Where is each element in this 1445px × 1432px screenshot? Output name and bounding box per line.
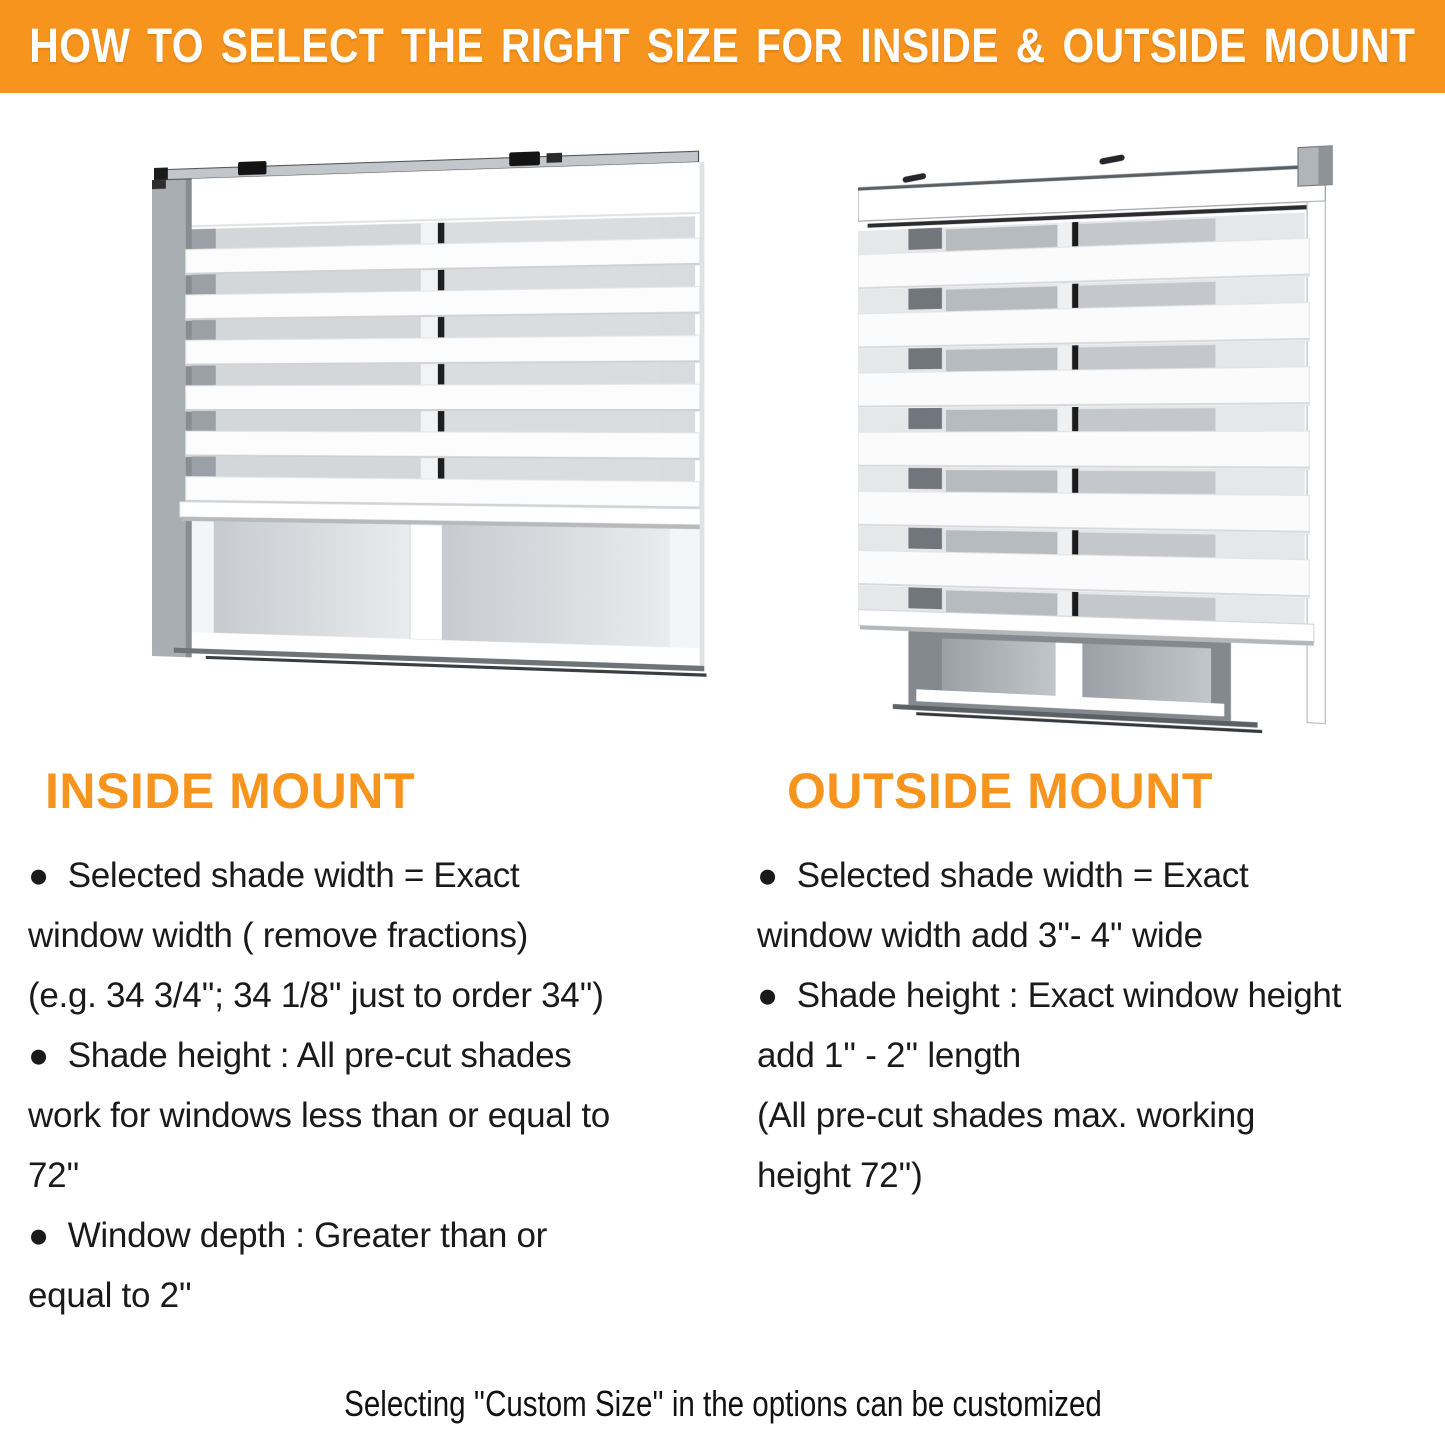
- bullet-line: ● Shade height : Exact window height: [757, 976, 1342, 1015]
- shade-band: [186, 362, 700, 411]
- shade-band: [858, 341, 1309, 408]
- bullet-line: window width ( remove fractions): [28, 916, 529, 955]
- wall-bracket: [1298, 146, 1332, 186]
- header-banner: [0, 0, 1445, 93]
- custom-size-note: Selecting ''Custom Size'' in the options can be customized: [343, 1383, 1102, 1424]
- screw-mark: [902, 173, 926, 183]
- bullet-line: ● Selected shade width = Exact: [757, 856, 1249, 895]
- bullet-line: (All pre-cut shades max. working: [757, 1096, 1256, 1135]
- bullet-line: window width add 3''- 4'' wide: [757, 916, 1203, 955]
- bullet-line: ● Window depth : Greater than or: [28, 1216, 547, 1255]
- shade-band: [858, 468, 1309, 534]
- bullet-line: height 72''): [757, 1156, 923, 1195]
- bullet-line: 72'': [28, 1156, 80, 1195]
- shade-band: [858, 405, 1309, 469]
- shade-band: [858, 527, 1309, 599]
- outside-mount-heading: OUTSIDE MOUNT: [787, 763, 1213, 819]
- mounting-clip: [238, 161, 266, 175]
- inside-mount-specs: [28, 846, 728, 1326]
- bullet-line: work for windows less than or equal to: [28, 1096, 610, 1135]
- bullet-line: equal to 2'': [28, 1276, 192, 1315]
- window-lower-glass: [192, 521, 700, 666]
- mounting-clip: [154, 167, 168, 180]
- mounting-clip: [509, 151, 540, 166]
- inside-mount-illustration: [152, 138, 707, 680]
- footer: [0, 1383, 1445, 1425]
- bullet-line: ● Selected shade width = Exact: [28, 856, 520, 895]
- shade-band: [186, 456, 700, 508]
- mounting-clip: [547, 153, 562, 163]
- outside-mount-illustration: [858, 142, 1347, 746]
- shade-band: [186, 314, 700, 366]
- banner-title: HOW TO SELECT THE RIGHT SIZE FOR INSIDE & OUTSIDE MOUNT: [29, 20, 1416, 73]
- zebra-shade: [186, 216, 700, 508]
- zebra-shade: [858, 212, 1309, 624]
- bullet-line: add 1'' - 2'' length: [757, 1036, 1021, 1075]
- outside-mount-specs: [757, 846, 1437, 1206]
- outside-mount-window-drawing: [858, 142, 1347, 746]
- bullet-line: (e.g. 34 3/4''; 34 1/8'' just to order 34''): [28, 976, 604, 1015]
- inside-mount-heading: INSIDE MOUNT: [45, 763, 415, 819]
- window-mullion: [1055, 643, 1082, 698]
- frame-right-edge: [700, 162, 705, 666]
- bullet-line: ● Shade height : All pre-cut shades: [28, 1036, 572, 1075]
- screw-mark: [1099, 154, 1125, 165]
- window-mullion: [410, 525, 442, 641]
- inside-mount-window-drawing: [152, 138, 707, 680]
- headrail: [858, 164, 1325, 221]
- shade-band: [186, 411, 700, 460]
